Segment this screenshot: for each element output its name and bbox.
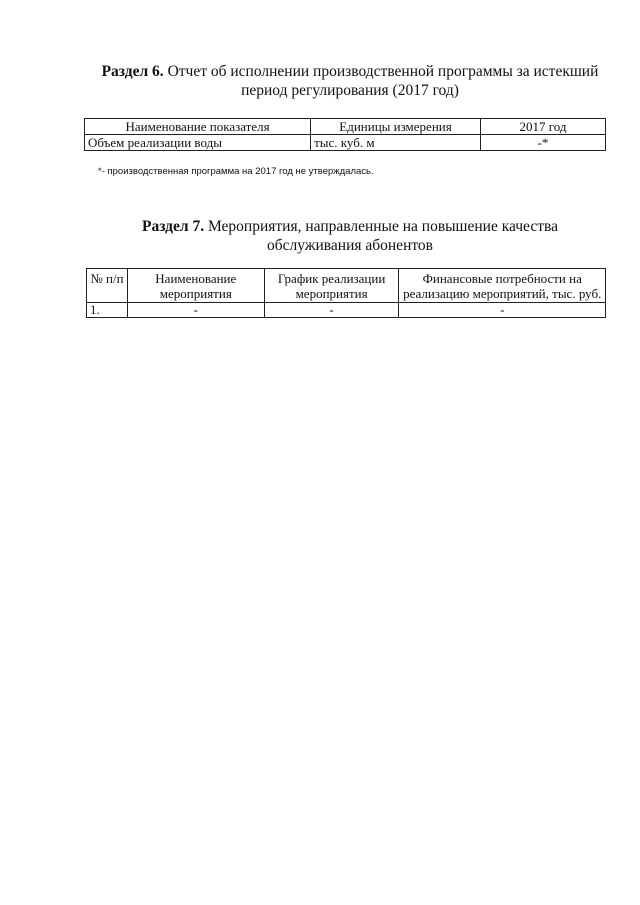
- section-6-title: Отчет об исполнении производственной программы за истекший период регулирования (2017 год): [167, 63, 599, 99]
- cell-financing: -: [399, 303, 606, 318]
- section-7-heading: [120, 217, 580, 255]
- section-6-table: [84, 118, 606, 151]
- column-header-indicator: Наименование показателя: [85, 119, 311, 135]
- column-header-year: 2017 год: [480, 119, 605, 135]
- column-header-schedule: График реализации мероприятия: [264, 269, 399, 303]
- cell-value: -*: [480, 135, 605, 151]
- table-header-row: [85, 119, 606, 135]
- section-7-label: Раздел 7.: [142, 218, 205, 235]
- cell-indicator: Объем реализации воды: [85, 135, 311, 151]
- column-header-number: № п/п: [87, 269, 128, 303]
- section-7-table: [86, 268, 606, 318]
- section-6-heading: [100, 62, 600, 100]
- column-header-measure-name: Наименование мероприятия: [127, 269, 264, 303]
- footnote: *- производственная программа на 2017 год не утверждалась.: [98, 166, 374, 177]
- table-header-row: [87, 269, 606, 303]
- table-row: [85, 135, 606, 151]
- table-row: [87, 303, 606, 318]
- cell-units: тыс. куб. м: [311, 135, 481, 151]
- column-header-financing: Финансовые потребности на реализацию мероприятий, тыс. руб.: [399, 269, 606, 303]
- section-7-title: Мероприятия, направленные на повышение качества обслуживания абонентов: [207, 218, 558, 254]
- cell-schedule: -: [264, 303, 399, 318]
- section-6-label: Раздел 6.: [101, 63, 164, 80]
- cell-measure-name: -: [127, 303, 264, 318]
- column-header-units: Единицы измерения: [311, 119, 481, 135]
- cell-number: 1.: [87, 303, 128, 318]
